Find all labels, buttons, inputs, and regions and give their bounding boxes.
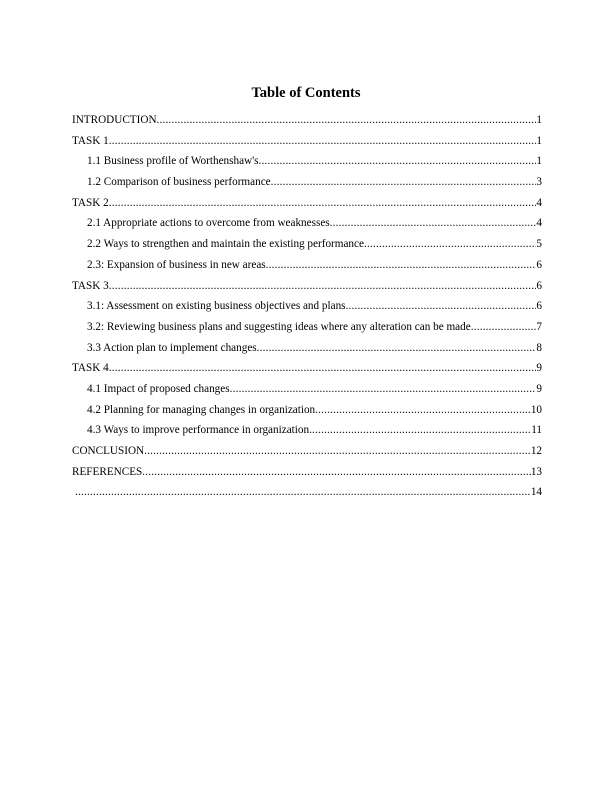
toc-entry-label: 2.3: Expansion of business in new areas [87, 258, 266, 271]
toc-entry-task-1[interactable] [72, 134, 542, 155]
toc-page-number: 3 [536, 176, 542, 189]
toc-entry-label: INTRODUCTION [72, 114, 157, 126]
toc-page-number: 9 [536, 362, 542, 375]
dot-leader [109, 134, 537, 149]
toc-page-number: 9 [536, 382, 542, 395]
toc-entry-label: CONCLUSION [72, 445, 145, 457]
toc-entry-task-2[interactable] [72, 196, 542, 217]
toc-page-number: 14 [530, 486, 542, 499]
toc-page-number: 6 [536, 300, 542, 313]
toc-page-number: 5 [536, 238, 542, 251]
toc-page-number: 6 [536, 258, 542, 271]
toc-entry-label: TASK 3 [72, 279, 109, 292]
toc-entry-references[interactable] [72, 465, 542, 486]
toc-entry-1-1[interactable] [72, 154, 542, 175]
toc-entry-label: TASK 2 [72, 196, 109, 209]
dot-leader [157, 113, 537, 128]
toc-page-number: 7 [536, 320, 542, 333]
dot-leader [266, 258, 537, 273]
toc-entry-3-1[interactable] [72, 299, 542, 320]
toc-entry-label: 1.1 Business profile of Worthenshaw's [87, 155, 259, 168]
toc-page-number: 4 [536, 217, 542, 230]
toc-page-number: 1 [536, 134, 542, 147]
dot-leader [75, 485, 531, 500]
toc-entry-2-2[interactable] [72, 237, 542, 258]
toc-page-number: 1 [536, 155, 542, 168]
dot-leader [109, 279, 537, 294]
toc-entry-label: 3.1: Assessment on existing business objectives and plans [87, 300, 346, 313]
toc-entry-4-2[interactable] [72, 403, 542, 424]
toc-entry-untitled[interactable] [72, 485, 542, 506]
dot-leader [330, 216, 537, 231]
dot-leader [471, 320, 537, 335]
toc-entry-label: 2.2 Ways to strengthen and maintain the existing performance [87, 238, 364, 251]
dot-leader [144, 444, 531, 459]
toc-page-number: 4 [536, 196, 542, 209]
toc-page-number: 1 [536, 114, 542, 126]
toc-entry-2-3[interactable] [72, 258, 542, 279]
dot-leader [230, 382, 537, 397]
dot-leader [109, 361, 537, 376]
toc-entry-label: 4.3 Ways to improve performance in organization [87, 424, 310, 437]
dot-leader [309, 423, 531, 438]
toc-entry-2-1[interactable] [72, 216, 542, 237]
toc-entry-4-1[interactable] [72, 382, 542, 403]
toc-entry-label: 1.2 Comparison of business performance [87, 176, 271, 189]
dot-leader [257, 341, 537, 356]
toc-entry-label: TASK 4 [72, 362, 109, 375]
toc-entry-label: REFERENCES [72, 465, 143, 478]
toc-page-number: 8 [536, 341, 542, 354]
toc-entry-conclusion[interactable] [72, 444, 542, 465]
toc-entry-task-3[interactable] [72, 279, 542, 300]
toc-entry-label: 2.1 Appropriate actions to overcome from weaknesses [87, 217, 330, 230]
toc-entry-label: TASK 1 [72, 134, 109, 147]
toc-title: Table of Contents [251, 85, 361, 101]
toc-page-number: 13 [530, 465, 542, 478]
dot-leader [315, 403, 531, 418]
toc-entry-3-3[interactable] [72, 341, 542, 362]
table-of-contents [72, 113, 542, 506]
toc-entry-3-2[interactable] [72, 320, 542, 341]
dot-leader [346, 299, 537, 314]
toc-entry-4-3[interactable] [72, 423, 542, 444]
dot-leader [259, 154, 537, 169]
dot-leader [364, 237, 536, 252]
toc-entry-label: 4.2 Planning for managing changes in organization [87, 403, 316, 416]
toc-entry-1-2[interactable] [72, 175, 542, 196]
dot-leader [109, 196, 537, 211]
toc-page-number: 10 [530, 403, 542, 416]
toc-page-number: 12 [530, 445, 542, 457]
toc-entry-introduction[interactable] [72, 113, 542, 134]
dot-leader [271, 175, 537, 190]
dot-leader [142, 465, 531, 480]
toc-entry-task-4[interactable] [72, 361, 542, 382]
toc-entry-label: 4.1 Impact of proposed changes [87, 382, 230, 395]
toc-page-number: 11 [531, 424, 542, 437]
toc-page-number: 6 [536, 279, 542, 292]
toc-entry-label: 3.3 Action plan to implement changes [87, 341, 257, 354]
toc-entry-label: 3.2: Reviewing business plans and suggesting ideas where any alteration can be made [87, 320, 471, 333]
